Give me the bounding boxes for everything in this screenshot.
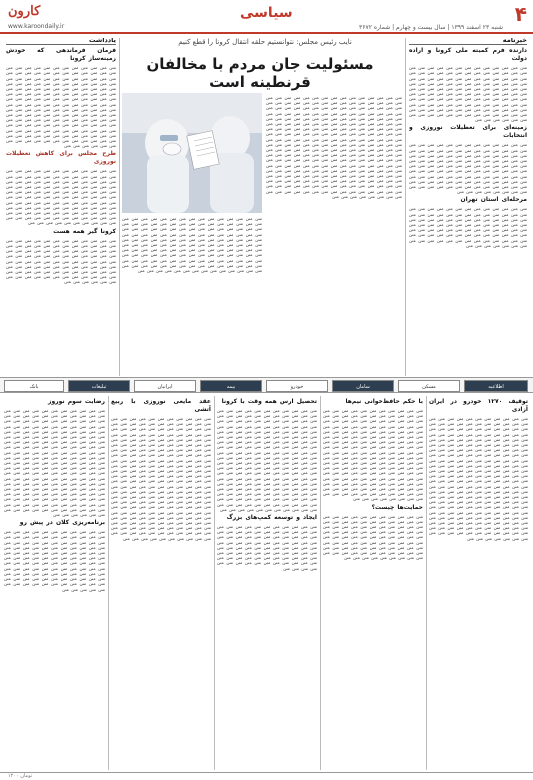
page-number: ۴	[514, 2, 527, 26]
article-headline: عقد مایعی نوروزی با ربیع آتشی	[111, 398, 211, 413]
body-text: متن متن متن متن متن متن متن متن متن متن متن متن متن متن متن متن متن متن متن متن متن متن متن متن متن متن متن متن متن متن متن متن متن متن متن متن متن متن متن متن متن متن متن متن متن متن متن متن متن متن متن متن متن متن متن متن متن متن متن متن متن متن متن متن متن متن متن متن متن متن متن متن متن متن متن متن متن متن متن متن متن متن متن متن متن متن متن متن متن متن متن متن متن متن متن متن متن متن متن متن متن متن	[6, 237, 116, 285]
article-subhead: حمایت‌ها چیست؟	[371, 503, 423, 511]
article-body: متن متن متن متن متن متن متن متن متن متن متن متن متن متن متن متن متن متن متن متن متن متن متن متن متن متن متن متن متن متن متن متن متن متن متن متن متن متن متن متن متن متن متن متن متن متن متن متن متن متن متن متن متن متن متن متن متن متن متن متن متن متن متن متن متن متن متن متن متن متن متن متن متن متن متن متن متن متن متن متن متن متن متن متن متن متن متن متن متن متن متن متن متن متن متن متن متن متن متن متن متن متن متن متن متن متن متن متن متن متن متن متن متن متن متن متن متن متن متن متن متن متن متن متن متن متن متن متن متن متن متن متن متن متن متن متن متن متن متن متن متن متن متن متن متن متن متن متن متن متن متن متن متن متن متن متن متن متن متن متن متن متن متن متن	[122, 216, 262, 274]
newspaper-logo: کارون	[8, 4, 41, 19]
lower-column: تحصیل ارس همه وقت با کرونا متن متن متن متن متن متن متن متن متن متن متن متن متن متن متن متن متن متن متن متن متن متن متن متن متن متن متن متن متن متن متن متن متن متن متن متن متن متن متن متن متن متن متن متن متن متن متن متن متن متن متن متن متن متن متن متن متن متن متن متن متن متن متن متن متن متن متن متن متن متن متن متن متن متن متن متن متن متن متن متن متن متن متن متن متن متن متن متن متن متن متن متن متن متن متن متن متن متن متن متن متن متن متن متن متن متن متن متن متن متن متن متن متن متن متن متن متن متن متن متن متن متن متن متن متن متن متن متن متن متن متن متن متن متن متن متن متن متن متن متن متن متن متن متن متن متن متن متن متن متن متن متن متن متن متن متن متن متن متن متن متن متن متن متن متن متن متن متن متن متن متن متن متن متن متن متن متن متن متن متن متن متن متن متن متن متن متن متن متن متن متن متن متن متن متن متن متن متن متن متن متن متن متن متن متن متن متن متن متن متن متن متن متن متن متن متن متن متن متن متن ایجاد و توسعه کمپ‌های بزرگ متن متن متن متن متن متن متن متن متن متن متن متن متن متن متن متن متن متن متن متن متن متن متن متن متن متن متن متن متن متن متن متن متن متن متن متن متن متن متن متن متن متن متن متن متن متن متن متن متن متن متن متن متن متن متن متن متن متن متن متن متن متن متن متن متن متن متن متن متن متن متن متن متن متن متن متن متن متن متن متن متن متن متن متن متن متن متن متن متن متن متن متن	[217, 398, 317, 571]
ad-banner[interactable]: بیمه	[200, 380, 262, 392]
lower-column: عقد مایعی نوروزی با ربیع آتشی متن متن متن متن متن متن متن متن متن متن متن متن متن متن متن متن متن متن متن متن متن متن متن متن متن متن متن متن متن متن متن متن متن متن متن متن متن متن متن متن متن متن متن متن متن متن متن متن متن متن متن متن متن متن متن متن متن متن متن متن متن متن متن متن متن متن متن متن متن متن متن متن متن متن متن متن متن متن متن متن متن متن متن متن متن متن متن متن متن متن متن متن متن متن متن متن متن متن متن متن متن متن متن متن متن متن متن متن متن متن متن متن متن متن متن متن متن متن متن متن متن متن متن متن متن متن متن متن متن متن متن متن متن متن متن متن متن متن متن متن متن متن متن متن متن متن متن متن متن متن متن متن متن متن متن متن متن متن متن متن متن متن متن متن متن متن متن متن متن متن متن متن متن متن متن متن متن متن متن متن متن متن متن متن متن متن متن متن متن متن متن متن متن متن متن متن متن متن متن متن متن متن متن متن متن متن متن متن متن متن متن متن متن متن متن متن متن متن متن متن متن متن متن متن متن متن متن متن متن متن متن متن متن متن متن متن متن متن متن متن متن متن متن متن متن متن متن متن متن متن متن متن متن متن متن متن متن متن متن متن متن متن متن	[111, 398, 211, 541]
article-headline: کرونا گیر همه هست	[53, 227, 116, 235]
column-rule	[320, 396, 321, 770]
article-subhead: برنامه‌ریزی کلان در پیش رو	[19, 519, 105, 527]
article-subhead: ایجاد و توسعه کمپ‌های بزرگ	[226, 514, 317, 522]
right-sidebar	[409, 38, 527, 374]
ad-banner[interactable]: اطلاعیه	[464, 380, 528, 392]
lower-column: با حکم حافظ‌خوانی نیم‌ها متن متن متن متن متن متن متن متن متن متن متن متن متن متن متن متن متن متن متن متن متن متن متن متن متن متن متن متن متن متن متن متن متن متن متن متن متن متن متن متن متن متن متن متن متن متن متن متن متن متن متن متن متن متن متن متن متن متن متن متن متن متن متن متن متن متن متن متن متن متن متن متن متن متن متن متن متن متن متن متن متن متن متن متن متن متن متن متن متن متن متن متن متن متن متن متن متن متن متن متن متن متن متن متن متن متن متن متن متن متن متن متن متن متن متن متن متن متن متن متن متن متن متن متن متن متن متن متن متن متن متن متن متن متن متن متن متن متن متن متن متن متن متن متن متن متن متن متن متن متن متن متن متن متن متن متن متن متن متن متن متن متن متن متن متن متن متن متن متن متن متن متن متن متن متن متن متن متن متن متن متن متن متن متن متن متن متن متن متن متن متن متن متن متن متن حمایت‌ها چیست؟ متن متن متن متن متن متن متن متن متن متن متن متن متن متن متن متن متن متن متن متن متن متن متن متن متن متن متن متن متن متن متن متن متن متن متن متن متن متن متن متن متن متن متن متن متن متن متن متن متن متن متن متن متن متن متن متن متن متن متن متن متن متن متن متن متن متن متن متن متن متن متن متن متن متن متن متن متن متن متن متن متن متن متن متن متن متن متن متن متن متن متن متن متن متن متن متن متن	[323, 398, 423, 561]
article-headline: فرمان فرماندهی که خودش زمینه‌ساز کرونا	[6, 47, 116, 63]
article-headline: با حکم حافظ‌خوانی نیم‌ها	[345, 398, 423, 405]
lab-workers-image	[122, 93, 262, 213]
website-url: www.karoondaily.ir	[8, 23, 65, 30]
left-sidebar	[6, 38, 116, 374]
article-headline: دارنده فرم کمیته ملی کرونا و اراده دولت	[409, 47, 527, 63]
footer-price: ۱۲۰۰ تومان	[8, 773, 33, 779]
main-headline: مسئولیت جان مردم با مخالفان قرنطینه است	[146, 55, 374, 91]
ad-banner[interactable]: مسکن	[398, 380, 460, 392]
body-text: متن متن متن متن متن متن متن متن متن متن متن متن متن متن متن متن متن متن متن متن متن متن متن متن متن متن متن متن متن متن متن متن متن متن متن متن متن متن متن متن متن متن متن متن متن متن متن متن متن متن متن متن متن متن متن متن متن متن متن متن متن متن متن متن متن متن متن متن متن متن متن متن متن متن متن متن متن متن متن متن متن متن متن متن متن متن متن متن متن متن متن متن متن متن متن متن متن متن متن متن متن متن متن متن متن متن متن متن متن متن متن متن متن متن متن متن متن متن متن متن متن متن متن متن متن	[409, 142, 527, 195]
ad-strip	[0, 377, 533, 393]
ad-banner[interactable]: خودرو	[266, 380, 328, 392]
article-headline: زمینه‌ای برای تعطیلات نوروزی و انتخابات	[409, 124, 527, 140]
ad-banner[interactable]: تبلیغات	[68, 380, 130, 392]
body-text: متن متن متن متن متن متن متن متن متن متن متن متن متن متن متن متن متن متن متن متن متن متن متن متن متن متن متن متن متن متن متن متن متن متن متن متن متن متن متن متن متن متن متن متن متن متن متن متن متن متن متن متن متن متن متن متن متن متن متن متن متن متن متن متن متن متن متن متن متن متن متن متن متن متن متن متن متن متن متن متن متن متن متن متن متن متن متن متن متن متن متن متن متن متن متن متن متن متن متن متن متن متن متن متن متن متن متن متن متن متن متن متن متن متن متن متن متن متن متن متن متن متن متن متن متن متن متن متن متن متن متن متن متن متن متن متن	[409, 65, 527, 123]
column-head: خبرنامه	[409, 38, 527, 45]
article-headline: تحصیل ارس همه وقت با کرونا	[221, 398, 317, 405]
body-text: متن متن متن متن متن متن متن متن متن متن متن متن متن متن متن متن متن متن متن متن متن متن متن متن متن متن متن متن متن متن متن متن متن متن متن متن متن متن متن متن متن متن متن متن متن متن متن متن متن متن متن متن متن متن متن متن متن متن متن متن متن متن متن متن متن متن متن متن متن متن متن متن متن متن متن متن متن متن متن متن متن متن متن متن متن متن متن متن متن متن متن متن متن متن متن متن متن متن متن متن متن متن متن متن متن متن متن متن متن متن متن متن متن متن متن متن متن متن متن متن متن متن متن متن متن متن متن متن متن متن متن متن متن متن متن متن متن متن متن متن متن متن متن متن متن متن متن متن متن متن متن متن متن متن متن متن متن متن متن متن متن متن متن متن متن متن متن متن متن متن متن متن متن متن متن متن متن متن متن متن متن متن متن متن متن متن	[6, 65, 116, 149]
lower-column: توقیف ۱۲۷۰ خودرو در ایران آزادی متن متن متن متن متن متن متن متن متن متن متن متن متن متن متن متن متن متن متن متن متن متن متن متن متن متن متن متن متن متن متن متن متن متن متن متن متن متن متن متن متن متن متن متن متن متن متن متن متن متن متن متن متن متن متن متن متن متن متن متن متن متن متن متن متن متن متن متن متن متن متن متن متن متن متن متن متن متن متن متن متن متن متن متن متن متن متن متن متن متن متن متن متن متن متن متن متن متن متن متن متن متن متن متن متن متن متن متن متن متن متن متن متن متن متن متن متن متن متن متن متن متن متن متن متن متن متن متن متن متن متن متن متن متن متن متن متن متن متن متن متن متن متن متن متن متن متن متن متن متن متن متن متن متن متن متن متن متن متن متن متن متن متن متن متن متن متن متن متن متن متن متن متن متن متن متن متن متن متن متن متن متن متن متن متن متن متن متن متن متن متن متن متن متن متن متن متن متن متن متن متن متن متن متن متن متن متن متن متن متن متن متن متن متن متن متن متن متن متن متن متن متن متن متن متن متن متن متن متن متن متن متن متن متن متن متن متن متن متن متن متن متن متن متن متن متن متن متن متن متن متن متن متن متن متن متن متن متن متن متن	[429, 398, 528, 541]
ad-banner[interactable]: بانک	[4, 380, 64, 392]
column-rule	[108, 396, 109, 770]
ad-banner[interactable]: سامان	[332, 380, 394, 392]
lower-column: رضایت سوم نوروز متن متن متن متن متن متن متن متن متن متن متن متن متن متن متن متن متن متن متن متن متن متن متن متن متن متن متن متن متن متن متن متن متن متن متن متن متن متن متن متن متن متن متن متن متن متن متن متن متن متن متن متن متن متن متن متن متن متن متن متن متن متن متن متن متن متن متن متن متن متن متن متن متن متن متن متن متن متن متن متن متن متن متن متن متن متن متن متن متن متن متن متن متن متن متن متن متن متن متن متن متن متن متن متن متن متن متن متن متن متن متن متن متن متن متن متن متن متن متن متن متن متن متن متن متن متن متن متن متن متن متن متن متن متن متن متن متن متن متن متن متن متن متن متن متن متن متن متن متن متن متن متن متن متن متن متن متن متن متن متن متن متن متن متن متن متن متن متن متن متن متن متن متن متن متن متن متن متن متن متن متن متن متن متن متن متن متن متن متن متن متن متن متن متن متن متن متن متن متن متن متن متن متن متن متن متن متن متن متن متن متن متن متن متن متن متن متن متن متن متن متن متن متن متن متن متن برنامه‌ریزی کلان در پیش رو متن متن متن متن متن متن متن متن متن متن متن متن متن متن متن متن متن متن متن متن متن متن متن متن متن متن متن متن متن متن متن متن متن متن متن متن متن متن متن متن متن متن متن متن متن متن متن متن متن متن متن متن متن متن متن متن متن متن متن متن متن متن متن متن متن متن متن متن متن متن متن متن متن متن متن متن متن متن متن متن متن متن متن متن متن متن متن متن متن متن متن متن متن متن متن متن متن متن متن متن متن متن متن متن متن متن متن متن متن متن متن متن متن متن متن متن متن متن متن متن متن متن متن متن متن متن	[4, 398, 105, 592]
column-head: یادداشت	[6, 38, 116, 45]
article-headline: رضایت سوم نوروز	[48, 398, 105, 405]
column-rule	[426, 396, 427, 770]
column-rule	[214, 396, 215, 770]
page-header	[0, 0, 533, 34]
article-headline: توقیف ۱۲۷۰ خودرو در ایران آزادی	[429, 398, 528, 413]
body-text: متن متن متن متن متن متن متن متن متن متن متن متن متن متن متن متن متن متن متن متن متن متن متن متن متن متن متن متن متن متن متن متن متن متن متن متن متن متن متن متن متن متن متن متن متن متن متن متن متن متن متن متن متن متن متن متن متن متن متن متن متن متن متن متن متن متن متن متن متن متن متن متن متن متن متن متن متن متن متن متن متن متن متن متن متن متن متن متن متن متن متن متن متن متن متن متن متن متن متن متن متن متن متن متن متن متن متن متن متن متن متن متن متن متن متن متن متن متن متن متن متن متن متن متن متن متن متن متن متن متن	[6, 168, 116, 226]
article-photo	[122, 93, 262, 213]
article-body: متن متن متن متن متن متن متن متن متن متن متن متن متن متن متن متن متن متن متن متن متن متن متن متن متن متن متن متن متن متن متن متن متن متن متن متن متن متن متن متن متن متن متن متن متن متن متن متن متن متن متن متن متن متن متن متن متن متن متن متن متن متن متن متن متن متن متن متن متن متن متن متن متن متن متن متن متن متن متن متن متن متن متن متن متن متن متن متن متن متن متن متن متن متن متن متن متن متن متن متن متن متن متن متن متن متن متن متن متن متن متن متن متن متن متن متن متن متن متن متن متن متن متن متن متن متن متن متن متن متن متن متن متن متن متن متن متن متن متن متن متن متن متن متن متن متن متن متن متن متن متن متن متن متن متن متن متن متن متن متن متن متن متن متن متن متن متن متن متن متن متن متن متن متن متن متن متن متن متن متن متن متن متن متن متن متن متن متن متن متن متن متن متن متن متن متن متن متن متن متن متن متن متن متن متن متن متن متن متن متن متن متن متن متن متن متن متن متن متن متن متن متن متن متن متن متن متن متن متن متن متن متن متن متن متن متن متن متن متن متن متن متن متن متن متن متن متن متن متن متن متن متن متن متن متن متن متن متن متن متن متن متن متن متن متن متن متن متن متن متن متن متن متن متن متن متن متن متن متن متن متن متن متن متن متن متن متن متن متن متن متن متن متن	[266, 95, 402, 199]
section-title: سیاسی	[240, 5, 293, 21]
body-text: متن متن متن متن متن متن متن متن متن متن متن متن متن متن متن متن متن متن متن متن متن متن متن متن متن متن متن متن متن متن متن متن متن متن متن متن متن متن متن متن متن متن متن متن متن متن متن متن متن متن متن متن متن متن متن متن متن متن متن متن متن متن متن متن متن متن متن متن متن متن متن متن متن متن متن متن متن متن متن متن متن متن متن متن متن متن متن متن متن متن متن متن متن متن متن متن متن متن	[409, 206, 527, 248]
article-headline: مرحله‌ای استان تهران	[460, 196, 527, 204]
footer-bar	[0, 772, 533, 780]
dateline: شنبه ۲۳ اسفند ۱۳۹۹ | سال بیست و چهارم | شماره ۳۶۷۲	[359, 24, 503, 31]
article-kicker: نایب رئیس مجلس: نتوانستیم حلقه انتقال کرونا را قطع کنیم	[178, 38, 352, 46]
article-headline: طرح مجلس برای کاهش تعطیلات نوروزی	[6, 150, 116, 166]
ad-banner[interactable]: ایرانیان	[134, 380, 196, 392]
column-rule	[405, 38, 406, 376]
